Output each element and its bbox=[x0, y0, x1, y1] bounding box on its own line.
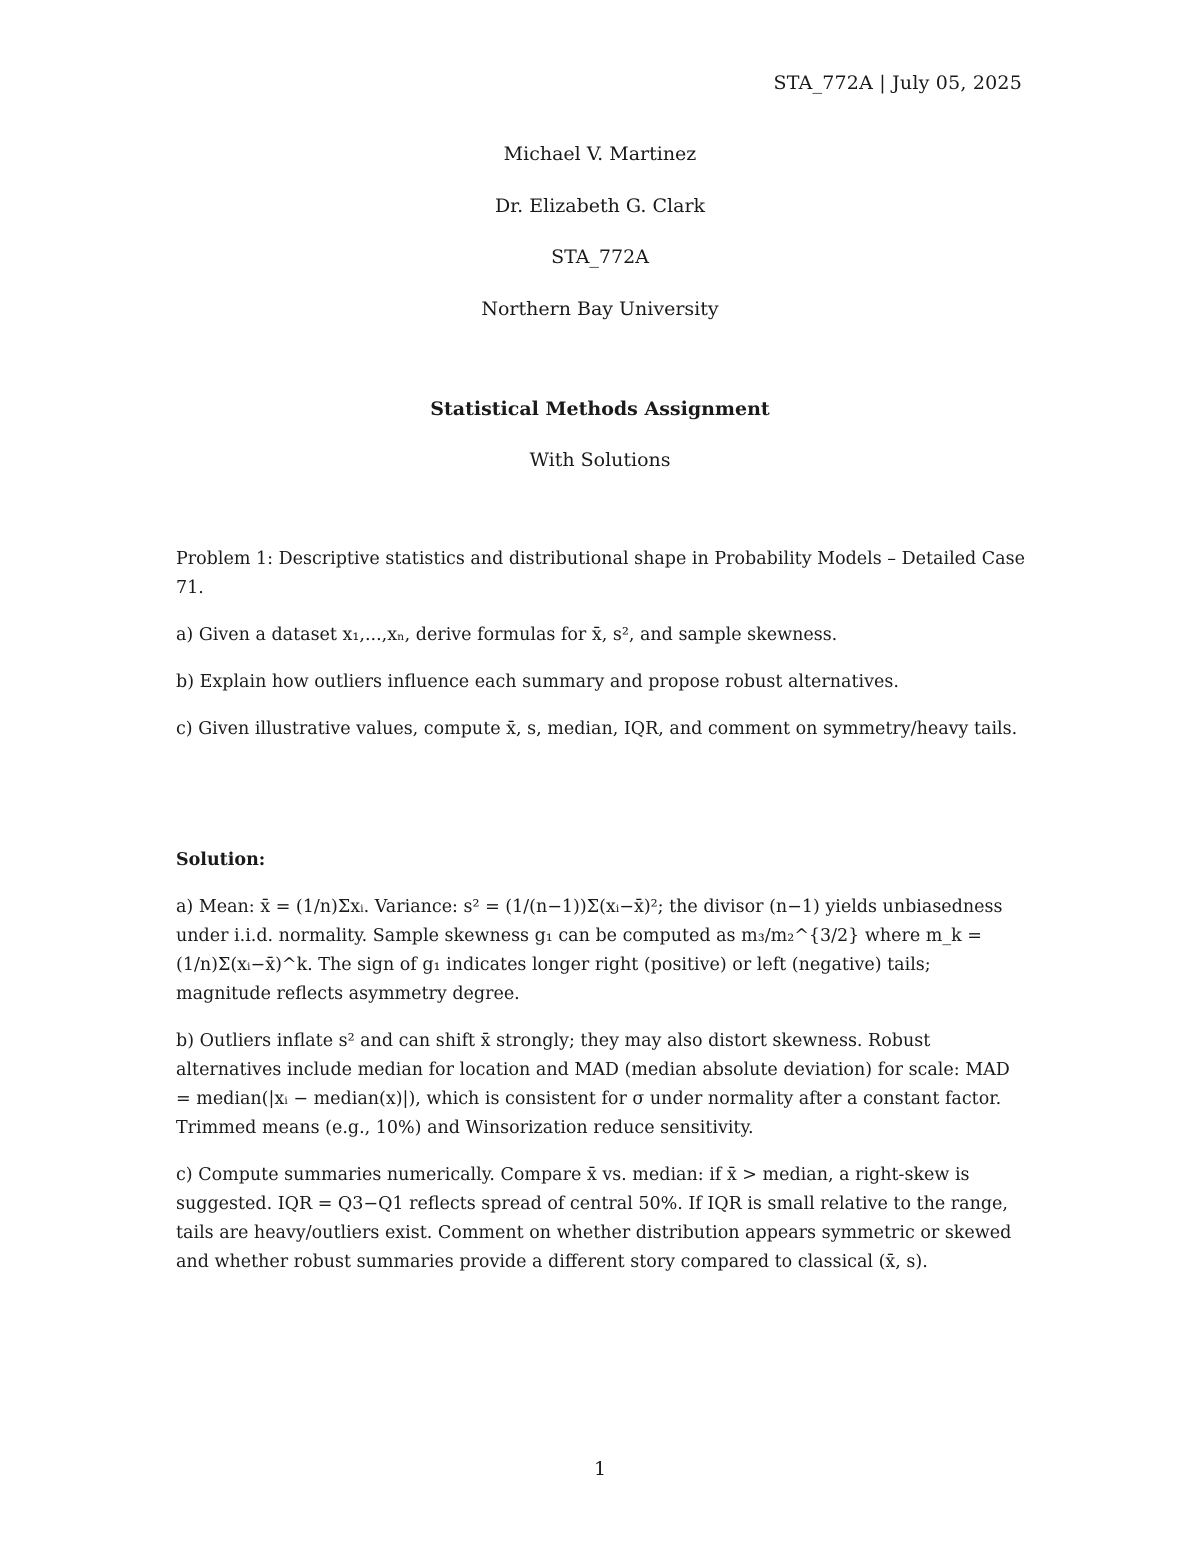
student-name: Michael V. Martinez bbox=[503, 143, 697, 165]
solution-part-c: c) Compute summaries numerically. Compare x̄ vs. median: if x̄ > median, a right-skew is suggested. IQR = Q3−Q1 reflects spread of central 50%. If IQR is small relative to the range, tails are heavy/outliers exist. Comment on whether distribution appears symmetric or skewed and whether robust summaries provide a different story compared to classical (x̄, s). bbox=[176, 1165, 1012, 1272]
university-name: Northern Bay University bbox=[481, 298, 719, 320]
problem-part-a: a) Given a dataset x₁,...,xₙ, derive formulas for x̄, s², and sample skewness. bbox=[176, 625, 838, 645]
solution-section bbox=[176, 846, 1026, 1277]
problem-statement: Problem 1: Descriptive statistics and distributional shape in Probability Models – Detailed Case 71. bbox=[176, 549, 1025, 598]
problem-part-c: c) Given illustrative values, compute x̄, s, median, IQR, and comment on symmetry/heavy tails. bbox=[176, 719, 1018, 739]
problem-part-b: b) Explain how outliers influence each summary and propose robust alternatives. bbox=[176, 672, 899, 692]
solution-part-b: b) Outliers inflate s² and can shift x̄ strongly; they may also distort skewness. Robust alternatives include median for location and MAD (median absolute deviation) for scale: MAD = median(|xᵢ − median(x)|), which is consistent for σ under normality after a constant factor. Trimmed means (e.g., 10%) and Winsorization reduce sensitivity. bbox=[176, 1031, 1010, 1138]
document-subtitle: With Solutions bbox=[529, 449, 671, 471]
page-number: 1 bbox=[593, 1458, 607, 1480]
solution-heading: Solution: bbox=[176, 850, 266, 870]
header-course-date: STA_772A | July 05, 2025 bbox=[773, 72, 1022, 94]
problem-section bbox=[176, 545, 1026, 744]
document-title: Statistical Methods Assignment bbox=[430, 398, 770, 420]
course-code: STA_772A bbox=[551, 246, 649, 268]
solution-part-a: a) Mean: x̄ = (1/n)Σxᵢ. Variance: s² = (1/(n−1))Σ(xᵢ−x̄)²; the divisor (n−1) yields unbiasedness under i.i.d. normality. Sample skewness g₁ can be computed as m₃/m₂^{3/2} where m_k = (1/n)Σ(xᵢ−x̄)^k. The sign of g₁ indicates longer right (positive) or left (negative) tails; magnitude reflects asymmetry degree. bbox=[176, 897, 1003, 1004]
instructor-name: Dr. Elizabeth G. Clark bbox=[494, 195, 706, 217]
